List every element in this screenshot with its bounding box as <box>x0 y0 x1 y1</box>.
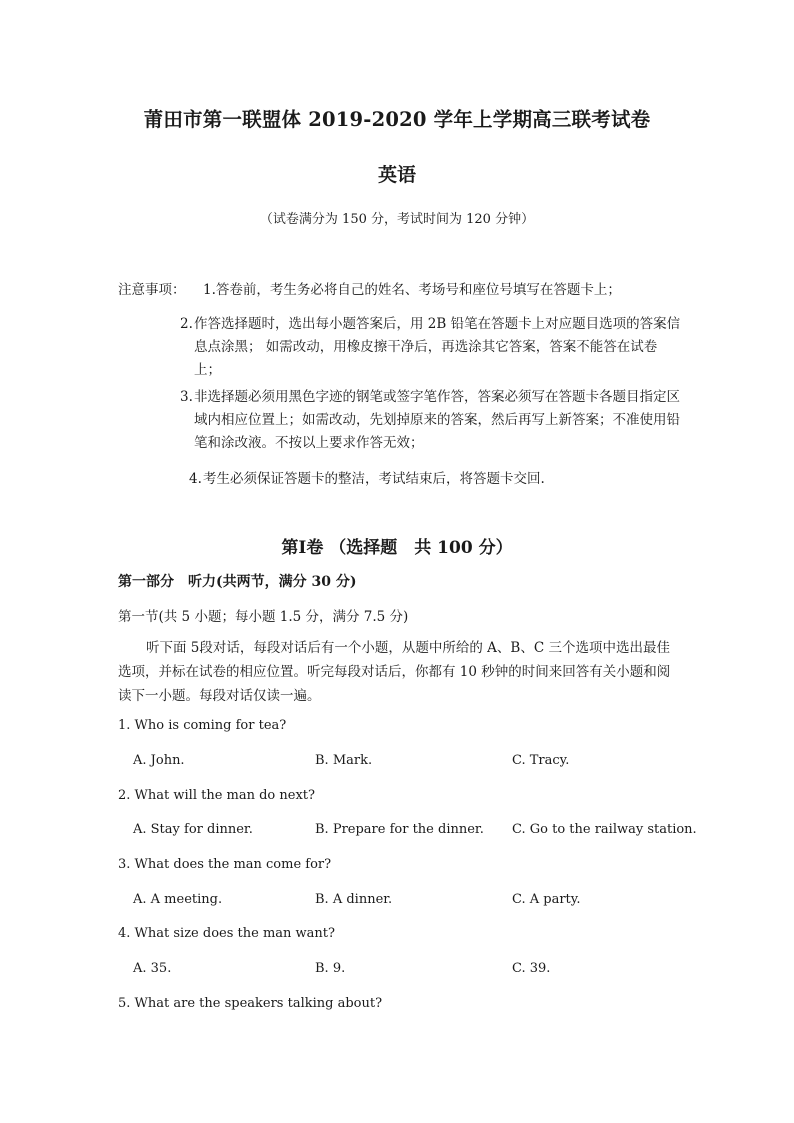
notes-label: 注意事项： <box>118 282 186 298</box>
question-5: 5. What are the speakers talking about? <box>118 996 383 1011</box>
note-text: 考生必须保证答题卡的整洁，考试结束后，将答题卡交回. <box>203 471 545 487</box>
note-item-2 <box>180 313 682 382</box>
option-a: A. 35. <box>133 961 172 976</box>
note-text: 作答选择题时，选出每小题答案后，用 2B 铅笔在答题卡上对应题目选项的答案信息点涂黑； 如需改动，用橡皮擦干净后，再选涂其它答案，答案不能答在试卷上； <box>194 316 681 378</box>
note-number: 1. <box>203 282 216 298</box>
option-a: A. A meeting. <box>133 892 223 907</box>
note-text: 答卷前，考生务必将自己的姓名、考场号和座位号填写在答题卡上； <box>215 282 621 298</box>
note-item-1 <box>203 278 621 298</box>
option-c: C. A party. <box>512 892 581 907</box>
question-4: 4. What size does the man want? <box>118 926 335 941</box>
option-b: B. 9. <box>315 961 346 976</box>
part-title: 第一部分 听力(共两节，满分 30 分) <box>118 574 357 590</box>
page-title: 莆田市第一联盟体 2019-2020 学年上学期高三联考试卷 <box>143 108 651 131</box>
option-b: B. Prepare for the dinner. <box>315 822 484 837</box>
section-title: 第一节(共 5 小题；每小题 1.5 分，满分 7.5 分) <box>118 609 409 625</box>
option-c: C. Go to the railway station. <box>512 822 697 837</box>
note-item-4 <box>189 468 669 491</box>
note-number: 4. <box>189 471 202 487</box>
option-c: C. 39. <box>512 961 551 976</box>
option-c: C. Tracy. <box>512 753 570 768</box>
volume-title: 第Ⅰ卷 （选择题 共 100 分） <box>281 538 513 558</box>
instructions: 听下面 5段对话，每段对话后有一个小题，从题中所给的 A、B、C 三个选项中选出最佳选项，并标在试卷的相应位置。听完每段对话后，你都有 10 秒钟的时间来回答有关小题和阅读下一小题。每段对话仅读一遍。 <box>118 640 671 704</box>
exam-info: （试卷满分为 150 分，考试时间为 120 分钟） <box>259 212 535 227</box>
note-number: 2. <box>180 316 193 332</box>
question-3: 3. What does the man come for? <box>118 857 332 872</box>
option-b: B. Mark. <box>315 753 373 768</box>
question-1: 1. Who is coming for tea? <box>118 718 287 733</box>
option-b: B. A dinner. <box>315 892 393 907</box>
note-text: 非选择题必须用黑色字迹的钢笔或签字笔作答，答案必须写在答题卡各题目指定区域内相应位置上；如需改动，先划掉原来的答案，然后再写上新答案；不准使用铅笔和涂改液。不按以上要求作答无效； <box>194 389 680 451</box>
subject-title: 英语 <box>377 164 416 186</box>
note-item-3 <box>180 386 682 455</box>
question-2: 2. What will the man do next? <box>118 788 315 803</box>
note-number: 3. <box>180 389 193 405</box>
option-a: A. Stay for dinner. <box>133 822 253 837</box>
option-a: A. John. <box>133 753 185 768</box>
